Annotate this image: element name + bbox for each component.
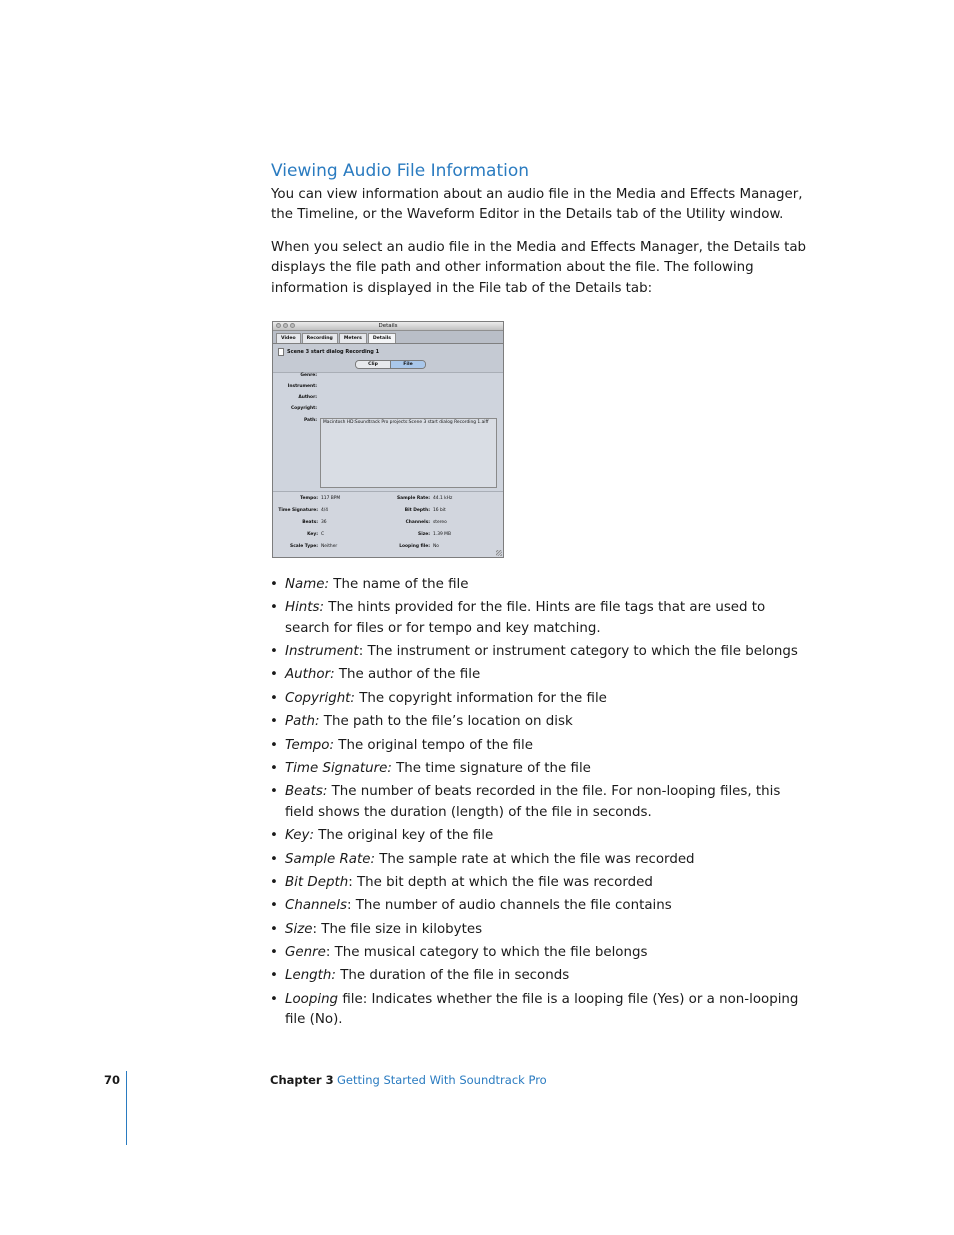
bullet-icon: •	[270, 851, 278, 867]
bullet-icon: •	[270, 945, 278, 961]
field-description: : Indicates whether the file is a looping file (Yes) or a non-looping file (No).	[285, 991, 799, 1028]
field-term: Instrument	[285, 644, 359, 660]
chapter-title: Getting Started With Soundtrack Pro	[337, 1073, 547, 1087]
list-item	[270, 736, 810, 756]
field-term-suffix: file	[338, 991, 363, 1007]
bullet-icon: •	[270, 874, 278, 890]
time-signature-label: Time Signature:	[278, 508, 318, 513]
author-label: Author:	[298, 395, 317, 400]
bullet-icon: •	[270, 898, 278, 914]
field-description-list	[270, 575, 810, 1034]
field-term: Beats:	[285, 784, 328, 800]
instrument-label: Instrument:	[287, 384, 317, 389]
list-item	[270, 642, 810, 662]
field-term: Key:	[285, 828, 314, 844]
field-description: : The musical category to which the file belongs	[325, 945, 648, 961]
list-item	[270, 920, 810, 940]
intro-paragraph: You can view information about an audio file in the Media and Effects Manager, the Timeline, or the Waveform Editor in the Details tab of the Utility window.	[271, 187, 803, 223]
key-label: Key:	[307, 532, 318, 537]
field-term: Sample Rate:	[285, 851, 375, 867]
field-description: The time signature of the file	[391, 761, 591, 777]
list-item	[270, 575, 810, 595]
field-term: Name:	[285, 577, 330, 592]
field-term: Channels	[285, 898, 347, 914]
bullet-icon: •	[270, 828, 278, 844]
file-header	[273, 344, 503, 373]
bullet-icon: •	[270, 690, 278, 706]
list-item	[270, 826, 810, 846]
file-name: Scene 3 start dialog Recording 1	[287, 349, 380, 355]
field-description: The number of beats recorded in the file. For non-looping files, this field shows the duration (length) of the file in seconds.	[285, 784, 781, 820]
bullet-icon: •	[270, 577, 278, 592]
utility-tabs	[273, 331, 503, 344]
list-item	[270, 712, 810, 732]
looping-file-value: No	[433, 544, 439, 549]
window-titlebar	[273, 322, 503, 331]
path-field: Macintosh HD:Soundtrack Pro projects:Scene 3 start dialog Recording 1.aiff	[320, 418, 497, 488]
tempo-label: Tempo:	[300, 496, 318, 501]
field-term: Genre	[285, 945, 326, 961]
sample-rate-label: Sample Rate:	[396, 496, 430, 501]
field-description: The name of the file	[329, 577, 469, 592]
bullet-icon: •	[270, 991, 278, 1007]
scale-type-value: Neither	[321, 544, 338, 549]
field-description: The path to the file’s location on disk	[319, 714, 573, 730]
field-description: The hints provided for the file. Hints are file tags that are used to search for files or for tempo and key matching.	[285, 600, 766, 636]
list-item	[270, 759, 810, 779]
field-description: : The instrument or instrument category to which the file belongs	[358, 644, 798, 660]
field-term: Size	[285, 921, 313, 937]
channels-value: stereo	[433, 520, 447, 525]
list-item	[270, 665, 810, 685]
key-value: C	[321, 532, 325, 537]
list-item	[270, 873, 810, 893]
field-term: Path:	[285, 714, 320, 730]
list-item	[270, 966, 810, 986]
bullet-icon: •	[270, 921, 278, 937]
path-label: Path:	[303, 418, 317, 423]
field-term: Time Signature:	[285, 761, 392, 777]
field-description: The copyright information for the file	[354, 690, 607, 706]
genre-label: Genre:	[300, 373, 317, 378]
field-description: The sample rate at which the file was recorded	[374, 851, 695, 867]
bullet-icon: •	[270, 761, 278, 777]
field-term: Hints:	[285, 600, 325, 616]
looping-file-label: Looping file:	[399, 544, 430, 549]
field-description: : The number of audio channels the file contains	[346, 898, 672, 914]
bit-depth-value: 16 bit	[433, 508, 446, 513]
clip-file-segmented-control	[355, 360, 426, 369]
resize-grip-icon	[496, 550, 502, 556]
field-description: The author of the file	[334, 667, 481, 683]
list-item	[270, 689, 810, 709]
scale-type-label: Scale Type:	[290, 544, 318, 549]
field-description: The duration of the file in seconds	[335, 968, 570, 984]
field-term: Author:	[285, 667, 335, 683]
bit-depth-label: Bit Depth:	[404, 508, 430, 513]
field-term: Bit Depth	[285, 874, 349, 890]
window-title: Details	[378, 323, 398, 329]
field-term: Copyright:	[285, 690, 355, 706]
beats-label: Beats:	[302, 520, 318, 525]
tab-recording: Recording	[302, 333, 338, 343]
file-info-panel	[273, 491, 503, 558]
bullet-icon: •	[270, 600, 278, 616]
field-term: Length:	[285, 968, 336, 984]
bullet-icon: •	[270, 667, 278, 683]
chapter-label: Chapter 3	[270, 1073, 334, 1087]
field-description: The original key of the file	[313, 828, 494, 844]
details-window-figure	[272, 321, 504, 558]
bullet-icon: •	[270, 784, 278, 800]
list-item	[270, 990, 810, 1031]
list-item	[270, 896, 810, 916]
time-signature-value: 4/4	[321, 508, 329, 513]
bullet-icon: •	[270, 644, 278, 660]
page-number: 70	[104, 1073, 121, 1087]
list-item	[270, 782, 810, 823]
tab-details: Details	[368, 333, 396, 343]
footer-divider	[126, 1071, 127, 1145]
tab-meters: Meters	[339, 333, 367, 343]
size-label: Size:	[418, 532, 430, 537]
tempo-value: 117 BPM	[321, 496, 341, 501]
beats-value: 36	[321, 520, 327, 525]
segment-file: File	[390, 361, 425, 368]
list-item	[270, 598, 810, 639]
field-term: Tempo:	[285, 737, 335, 753]
tab-video: Video	[276, 333, 301, 343]
document-icon	[278, 348, 284, 356]
size-value: 1.39 MB	[433, 532, 451, 537]
list-item	[270, 850, 810, 870]
channels-label: Channels:	[405, 520, 430, 525]
field-description: : The file size in kilobytes	[312, 921, 483, 937]
segment-clip: Clip	[356, 361, 390, 368]
details-paragraph: When you select an audio file in the Media and Effects Manager, the Details tab displays the file path and other information about the file. The following information is displayed in the File tab of the Details tab:	[271, 240, 807, 296]
section-title: Viewing Audio File Information	[271, 161, 530, 181]
list-item	[270, 943, 810, 963]
bullet-icon: •	[270, 968, 278, 984]
field-term: Looping	[285, 991, 339, 1007]
bullet-icon: •	[270, 714, 278, 730]
bullet-icon: •	[270, 737, 278, 753]
field-description: : The bit depth at which the file was recorded	[348, 874, 653, 890]
sample-rate-value: 44.1 kHz	[433, 496, 453, 501]
field-description: The original tempo of the file	[334, 737, 534, 753]
copyright-label: Copyright:	[290, 406, 317, 411]
